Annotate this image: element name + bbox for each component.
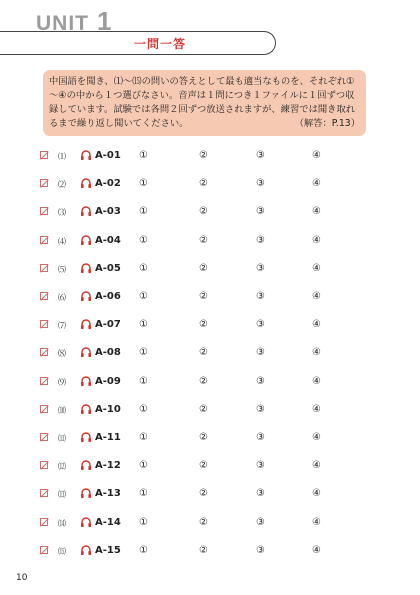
- headphones-icon[interactable]: [80, 346, 92, 361]
- question-row: [0, 289, 420, 305]
- answer-option-1[interactable]: ①: [139, 206, 148, 218]
- answer-option-3[interactable]: ③: [256, 319, 265, 331]
- question-row: [0, 486, 420, 502]
- answer-option-1[interactable]: ①: [139, 544, 148, 556]
- headphones-icon[interactable]: [80, 318, 92, 333]
- answer-option-2[interactable]: ②: [199, 319, 208, 331]
- question-number: ⑼: [58, 377, 66, 387]
- audio-track-label: A-12: [95, 460, 121, 472]
- answer-option-1[interactable]: ①: [139, 375, 148, 387]
- answer-option-4[interactable]: ④: [312, 375, 321, 387]
- answer-option-4[interactable]: ④: [312, 206, 321, 218]
- answer-option-3[interactable]: ③: [256, 206, 265, 218]
- question-number: ⑹: [58, 293, 66, 302]
- question-row: [0, 402, 420, 418]
- checkbox-icon[interactable]: [40, 405, 48, 413]
- answer-option-4[interactable]: ④: [312, 150, 321, 161]
- audio-track-label: A-04: [95, 234, 121, 246]
- answer-option-3[interactable]: ③: [256, 150, 265, 161]
- checkbox-icon[interactable]: [40, 320, 48, 328]
- headphones-icon[interactable]: [80, 487, 92, 502]
- audio-track-label: A-01: [95, 150, 121, 161]
- headphones-icon[interactable]: [80, 431, 92, 446]
- answer-option-3[interactable]: ③: [256, 347, 265, 359]
- answer-option-1[interactable]: ①: [139, 150, 148, 161]
- answer-option-2[interactable]: ②: [199, 291, 208, 302]
- unit-number: 1: [97, 6, 113, 36]
- answer-option-1[interactable]: ①: [139, 403, 148, 415]
- section-title: 一問一答: [134, 37, 187, 51]
- answer-option-3[interactable]: ③: [256, 488, 265, 500]
- question-row: [0, 148, 420, 164]
- question-number: ⑴: [58, 152, 66, 161]
- answer-option-4[interactable]: ④: [312, 262, 321, 274]
- answer-option-2[interactable]: ②: [199, 544, 208, 556]
- answer-option-2[interactable]: ②: [199, 403, 208, 415]
- answer-option-2[interactable]: ②: [199, 206, 208, 218]
- headphones-icon[interactable]: [80, 290, 92, 305]
- answer-option-1[interactable]: ①: [139, 262, 148, 274]
- question-number: ⒁: [58, 518, 66, 528]
- headphones-icon[interactable]: [80, 403, 92, 418]
- answer-option-1[interactable]: ①: [139, 291, 148, 302]
- audio-track-label: A-15: [95, 544, 121, 556]
- answer-option-3[interactable]: ③: [256, 432, 265, 443]
- answer-option-3[interactable]: ③: [256, 262, 265, 274]
- answer-option-4[interactable]: ④: [312, 403, 321, 415]
- answer-option-1[interactable]: ①: [139, 347, 148, 359]
- question-row: [0, 543, 420, 559]
- question-row: [0, 317, 420, 333]
- audio-track-label: A-02: [95, 178, 121, 190]
- question-number: ⑵: [58, 180, 66, 190]
- checkbox-icon[interactable]: [40, 151, 48, 159]
- question-row: [0, 204, 420, 220]
- checkbox-icon[interactable]: [40, 292, 48, 300]
- answer-option-2[interactable]: ②: [199, 488, 208, 500]
- checkbox-icon[interactable]: [40, 461, 48, 469]
- checkbox-icon[interactable]: [40, 236, 48, 244]
- question-number: ⒂: [58, 546, 66, 556]
- answer-option-2[interactable]: ②: [199, 432, 208, 443]
- answer-option-2[interactable]: ②: [199, 150, 208, 161]
- question-row: [0, 261, 420, 277]
- checkbox-icon[interactable]: [40, 179, 48, 187]
- headphones-icon[interactable]: [80, 459, 92, 474]
- answer-option-1[interactable]: ①: [139, 488, 148, 500]
- question-row: [0, 458, 420, 474]
- answer-option-4[interactable]: ④: [312, 460, 321, 472]
- answer-option-1[interactable]: ①: [139, 178, 148, 190]
- headphones-icon[interactable]: [80, 234, 92, 249]
- checkbox-icon[interactable]: [40, 433, 48, 441]
- answer-option-2[interactable]: ②: [199, 375, 208, 387]
- answer-option-3[interactable]: ③: [256, 403, 265, 415]
- headphones-icon[interactable]: [80, 262, 92, 277]
- headphones-icon[interactable]: [80, 149, 92, 164]
- headphones-icon[interactable]: [80, 375, 92, 390]
- answer-option-1[interactable]: ①: [139, 234, 148, 246]
- answer-option-2[interactable]: ②: [199, 460, 208, 472]
- headphones-icon[interactable]: [80, 516, 92, 531]
- answer-option-2[interactable]: ②: [199, 347, 208, 359]
- answer-option-4[interactable]: ④: [312, 432, 321, 443]
- question-number: ⑷: [58, 236, 66, 246]
- headphones-icon[interactable]: [80, 544, 92, 559]
- answer-option-4[interactable]: ④: [312, 347, 321, 359]
- audio-track-label: A-06: [95, 291, 121, 302]
- answer-option-3[interactable]: ③: [256, 544, 265, 556]
- answer-option-4[interactable]: ④: [312, 178, 321, 190]
- question-row: [0, 374, 420, 390]
- answer-option-3[interactable]: ③: [256, 291, 265, 302]
- instructions-text: 中国語を聞き、⑴～⒂の問いの答えとして最も適当なものを、それぞれ①～④の中から１つ選びなさい。音声は１問につき１ファイルに１回ずつ収録しています。試験では各問２回ずつ放送されますが、練習では聞き取れるまで繰り返し聞いてください。: [49, 76, 356, 129]
- checkbox-icon[interactable]: [40, 518, 48, 526]
- answer-option-1[interactable]: ①: [139, 432, 148, 443]
- question-row: [0, 233, 420, 249]
- answer-option-1[interactable]: ①: [139, 460, 148, 472]
- question-number: ⑸: [58, 264, 66, 274]
- answer-option-1[interactable]: ①: [139, 516, 148, 528]
- headphones-icon[interactable]: [80, 177, 92, 192]
- answer-option-1[interactable]: ①: [139, 319, 148, 331]
- answer-option-2[interactable]: ②: [199, 178, 208, 190]
- audio-track-label: A-10: [95, 403, 121, 415]
- question-row: [0, 176, 420, 192]
- answer-option-4[interactable]: ④: [312, 488, 321, 500]
- answer-option-4[interactable]: ④: [312, 516, 321, 528]
- answer-option-4[interactable]: ④: [312, 319, 321, 331]
- question-row: [0, 345, 420, 361]
- checkbox-icon[interactable]: [40, 546, 48, 554]
- question-number: ⑻: [58, 349, 66, 359]
- answer-option-2[interactable]: ②: [199, 234, 208, 246]
- audio-track-label: A-11: [95, 432, 121, 443]
- audio-track-label: A-08: [95, 347, 121, 359]
- answer-option-3[interactable]: ③: [256, 178, 265, 190]
- answer-option-3[interactable]: ③: [256, 375, 265, 387]
- question-number: ⒀: [58, 490, 66, 500]
- page-number: 10: [16, 573, 28, 583]
- checkbox-icon[interactable]: [40, 207, 48, 215]
- answer-option-3[interactable]: ③: [256, 460, 265, 472]
- answer-option-4[interactable]: ④: [312, 544, 321, 556]
- audio-track-label: A-09: [95, 375, 121, 387]
- answer-option-3[interactable]: ③: [256, 516, 265, 528]
- question-row: [0, 430, 420, 446]
- question-number: ⑶: [58, 208, 66, 218]
- question-number: ⑾: [58, 434, 66, 443]
- question-number: ⑺: [58, 321, 66, 331]
- audio-track-label: A-14: [95, 516, 121, 528]
- answer-option-4[interactable]: ④: [312, 234, 321, 246]
- audio-track-label: A-03: [95, 206, 121, 218]
- question-row: [0, 515, 420, 531]
- answer-option-3[interactable]: ③: [256, 234, 265, 246]
- headphones-icon[interactable]: [80, 205, 92, 220]
- answer-option-4[interactable]: ④: [312, 291, 321, 302]
- instructions-box: [43, 70, 366, 136]
- audio-track-label: A-05: [95, 262, 121, 274]
- audio-track-label: A-13: [95, 488, 121, 500]
- checkbox-icon[interactable]: [40, 348, 48, 356]
- answer-option-2[interactable]: ②: [199, 516, 208, 528]
- answer-reference: （解答：P.13）: [294, 118, 360, 129]
- answer-option-2[interactable]: ②: [199, 262, 208, 274]
- checkbox-icon[interactable]: [40, 264, 48, 272]
- unit-label: UNIT: [36, 12, 89, 35]
- checkbox-icon[interactable]: [40, 489, 48, 497]
- audio-track-label: A-07: [95, 319, 121, 331]
- question-number: ⑽: [58, 405, 66, 415]
- question-number: ⑿: [58, 462, 66, 472]
- checkbox-icon[interactable]: [40, 377, 48, 385]
